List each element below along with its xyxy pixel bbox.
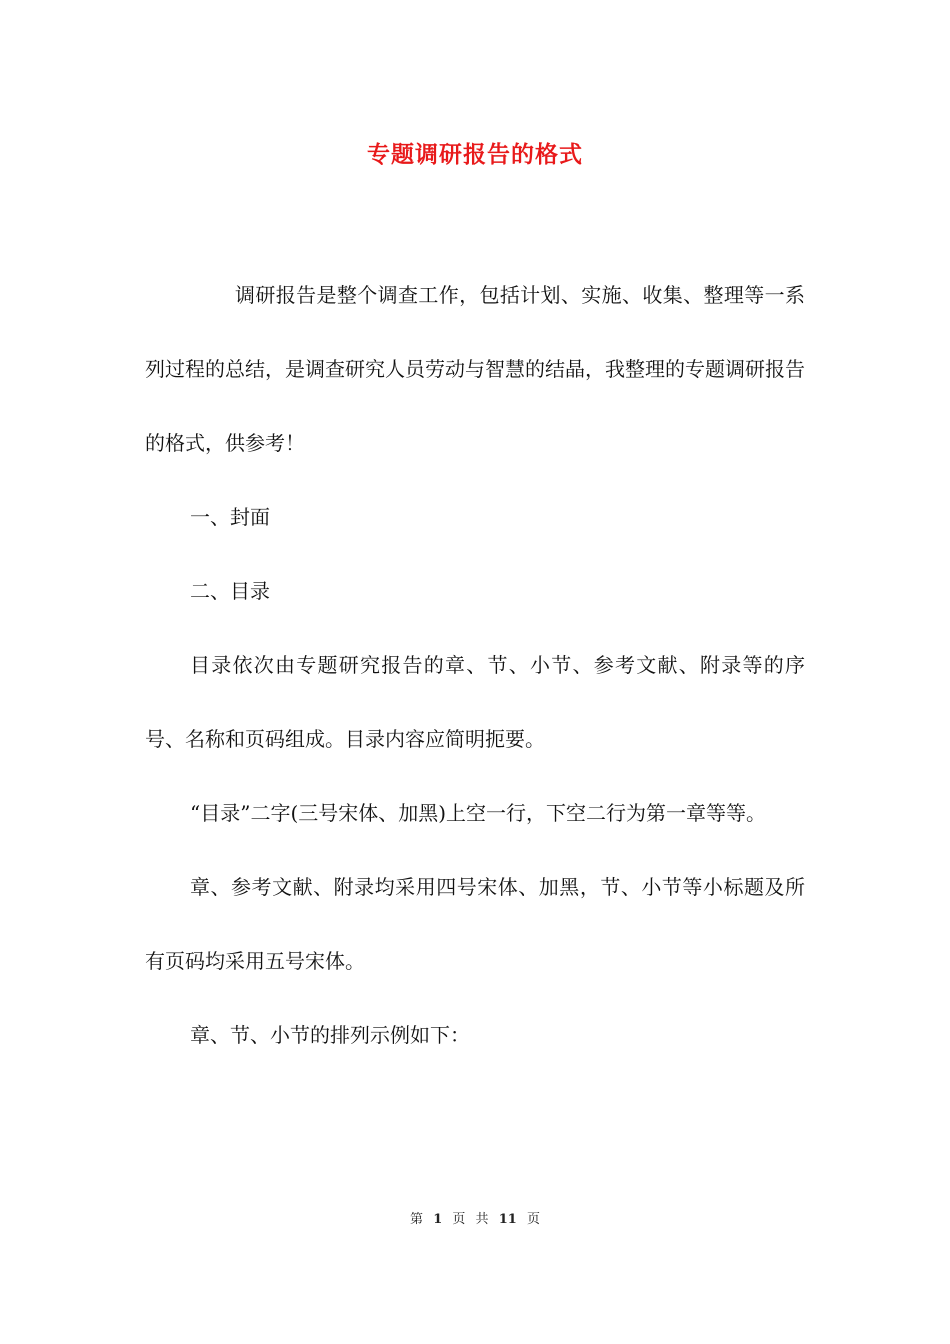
- total-pages-number: 11: [498, 1212, 517, 1227]
- footer-suffix: 页: [526, 1212, 540, 1227]
- intro-paragraph: 调研报告是整个调查工作，包括计划、实施、收集、整理等一系列过程的总结，是调查研究人员劳动与智慧的结晶，我整理的专题调研报告的格式，供参考！: [145, 283, 805, 455]
- page-footer: [0, 1208, 950, 1227]
- footer-prefix: 第: [410, 1212, 424, 1227]
- toc-format-paragraph: “目录”二字(三号宋体、加黑)上空一行，下空二行为第一章等等。: [190, 801, 767, 825]
- footer-total-prefix: 共: [475, 1212, 489, 1227]
- footer-page-word: 页: [452, 1212, 466, 1227]
- font-spec-paragraph: 章、参考文献、附录均采用四号宋体、加黑，节、小节等小标题及所有页码均采用五号宋体。: [145, 875, 805, 973]
- toc-description-paragraph: 目录依次由专题研究报告的章、节、小节、参考文献、附录等的序号、名称和页码组成。目录内容应简明扼要。: [145, 653, 805, 751]
- example-intro-paragraph: 章、节、小节的排列示例如下：: [190, 1023, 470, 1047]
- document-body: [145, 258, 805, 1072]
- section-heading-toc: 二、目录: [190, 579, 270, 603]
- document-title: 专题调研报告的格式: [367, 141, 583, 168]
- section-heading-cover: 一、封面: [190, 505, 270, 529]
- current-page-number: 1: [433, 1212, 443, 1227]
